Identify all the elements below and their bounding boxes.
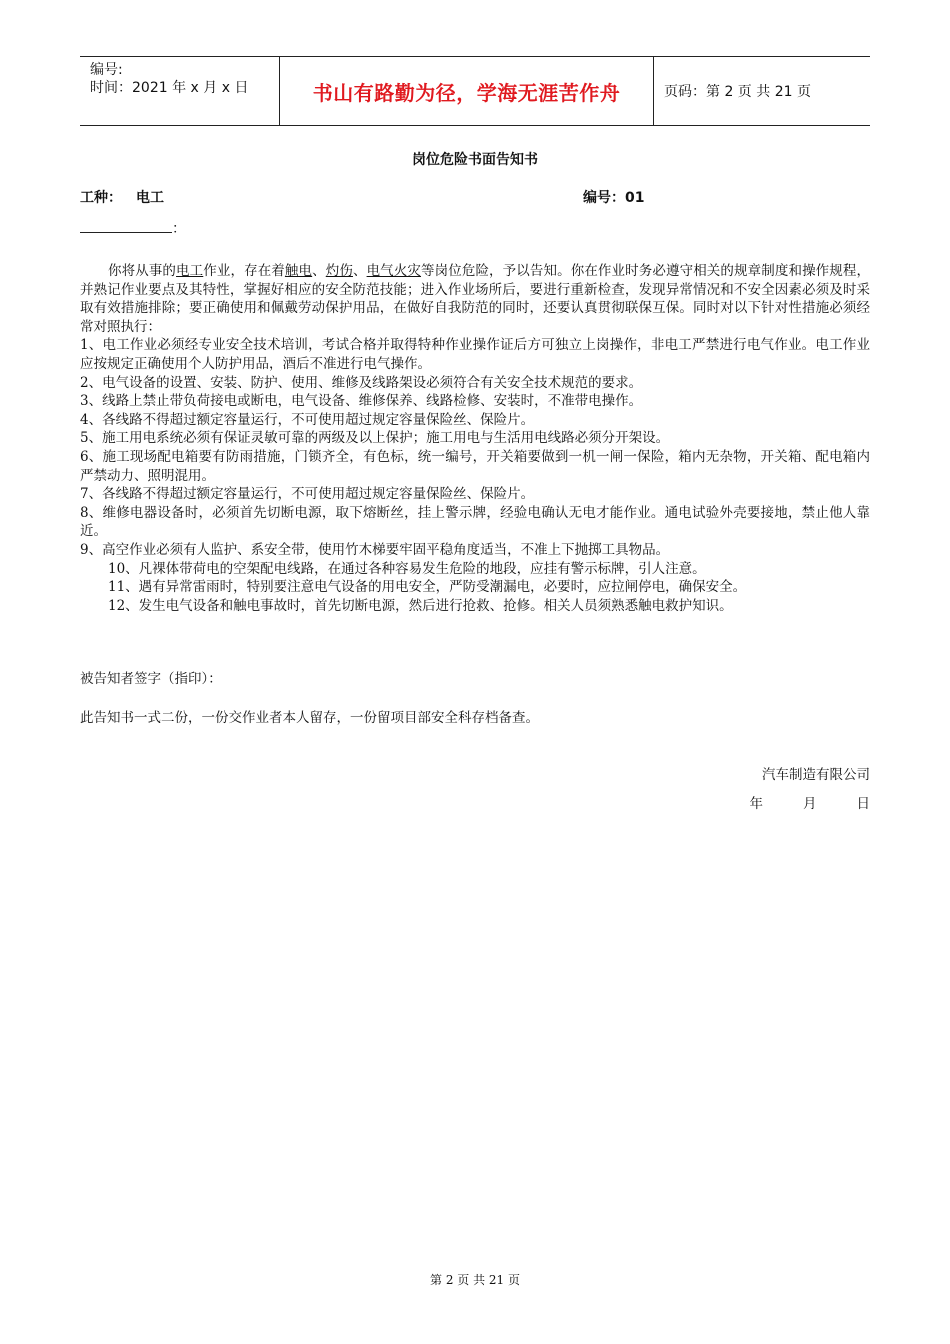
work-type [80, 187, 164, 207]
intro-sep-1: 、 [312, 263, 326, 279]
header-number-label: 编号: [90, 62, 123, 78]
measure-item: 5、施工用电系统必须有保证灵敏可靠的两级及以上保护；施工用电与生活用电线路必须分开架设。 [80, 430, 670, 447]
signature-label: 被告知者签字（指印）： [80, 671, 222, 687]
addressee-colon: ： [172, 221, 186, 237]
company-name: 汽车制造有限公司 [762, 767, 870, 783]
page-footer: 第 2 页 共 21 页 [430, 1273, 520, 1287]
intro-text-1: 你将从事的 [108, 263, 177, 279]
header-meta [80, 57, 280, 125]
addressee-line [80, 218, 186, 238]
measure-item: 6、施工现场配电箱要有防雨措施，门锁齐全，有色标，统一编号，开关箱要做到一机一闸一保险，箱内无杂物，开关箱、配电箱内严禁动力、照明混用。 [80, 448, 870, 484]
page-header [80, 56, 870, 126]
header-motto: 书山有路勤为径，学海无涯苦作舟 [280, 57, 654, 125]
intro-text-3: 等岗位危险，予以告知。你在作业时务必遵守相关的规章制度和操作规程，并熟记作业要点及其特性，掌握好相应的安全防范技能；进入作业场所后，要进行重新检查，发现异常情况和不安全因素必须及时采取有效措施排除；要正确使用和佩戴劳动保护用品，在做好自我防范的同时，还要认真贯彻联保互保。同时对以下针对性措施必须经常对照执行： [80, 263, 871, 335]
work-type-label: 工种： [80, 190, 122, 206]
hazard-2: 灼伤 [325, 263, 353, 279]
document-title: 岗位危险书面告知书 [412, 152, 538, 168]
meta-row [80, 187, 870, 207]
measure-item: 1、电工作业必须经专业安全技术培训，考试合格并取得特种作业操作证后方可独立上岗操作，非电工严禁进行电气作业。电工作业应按规定正确使用个人防护用品，酒后不准进行电气操作。 [80, 337, 870, 372]
intro-sep-2: 、 [352, 263, 367, 279]
copies-note: 此告知书一式二份，一份交作业者本人留存，一份留项目部安全科存档备查。 [80, 710, 539, 726]
header-time: 时间：2021 年 x 月 x 日 [90, 80, 249, 96]
measure-item: 8、维修电器设备时，必须首先切断电源，取下熔断丝，挂上警示牌，经验电确认无电才能作业。通电试验外壳要接地，禁止他人靠近。 [80, 504, 870, 540]
measure-item: 7、各线路不得超过额定容量运行，不可使用超过规定容量保险丝、保险片。 [80, 486, 535, 503]
date-month: 月 [803, 796, 817, 812]
intro-paragraph [80, 262, 870, 336]
measure-item: 12、发生电气设备和触电事故时，首先切断电源，然后进行抢救、抢修。相关人员须熟悉触电救护知识。 [108, 597, 733, 614]
measure-item: 9、高空作业必须有人监护、系安全带，使用竹木梯要牢固平稳角度适当，不准上下抛掷工具物品。 [80, 541, 670, 558]
date-line [710, 792, 871, 812]
document-number: 编号：01 [583, 190, 645, 206]
addressee-blank [80, 220, 172, 233]
intro-job: 电工 [176, 263, 204, 279]
date-day: 日 [856, 796, 870, 812]
measure-item: 11、遇有异常雷雨时，特别要注意电气设备的用电安全，严防受潮漏电，必要时，应拉闸停电，确保安全。 [108, 579, 747, 596]
notice-body [80, 262, 870, 615]
measure-item: 2、电气设备的设置、安装、防护、使用、维修及线路架设必须符合有关安全技术规范的要求。 [80, 374, 643, 391]
date-year: 年 [749, 796, 763, 812]
hazard-3: 电气火灾 [366, 263, 422, 279]
measure-item: 10、凡裸体带荷电的空架配电线路，在通过各种容易发生危险的地段，应挂有警示标牌，引人注意。 [108, 560, 706, 577]
measure-item: 4、各线路不得超过额定容量运行，不可使用超过规定容量保险丝、保险片。 [80, 411, 535, 428]
intro-text-2: 作业，存在着 [203, 263, 285, 279]
hazard-1: 触电 [284, 263, 313, 279]
work-type-value: 电工 [136, 190, 164, 206]
header-page-info: 页码：第 2 页 共 21 页 [664, 84, 811, 100]
measure-item: 3、线路上禁止带负荷接电或断电，电气设备、维修保养、线路检修、安装时，不准带电操作。 [80, 393, 643, 410]
